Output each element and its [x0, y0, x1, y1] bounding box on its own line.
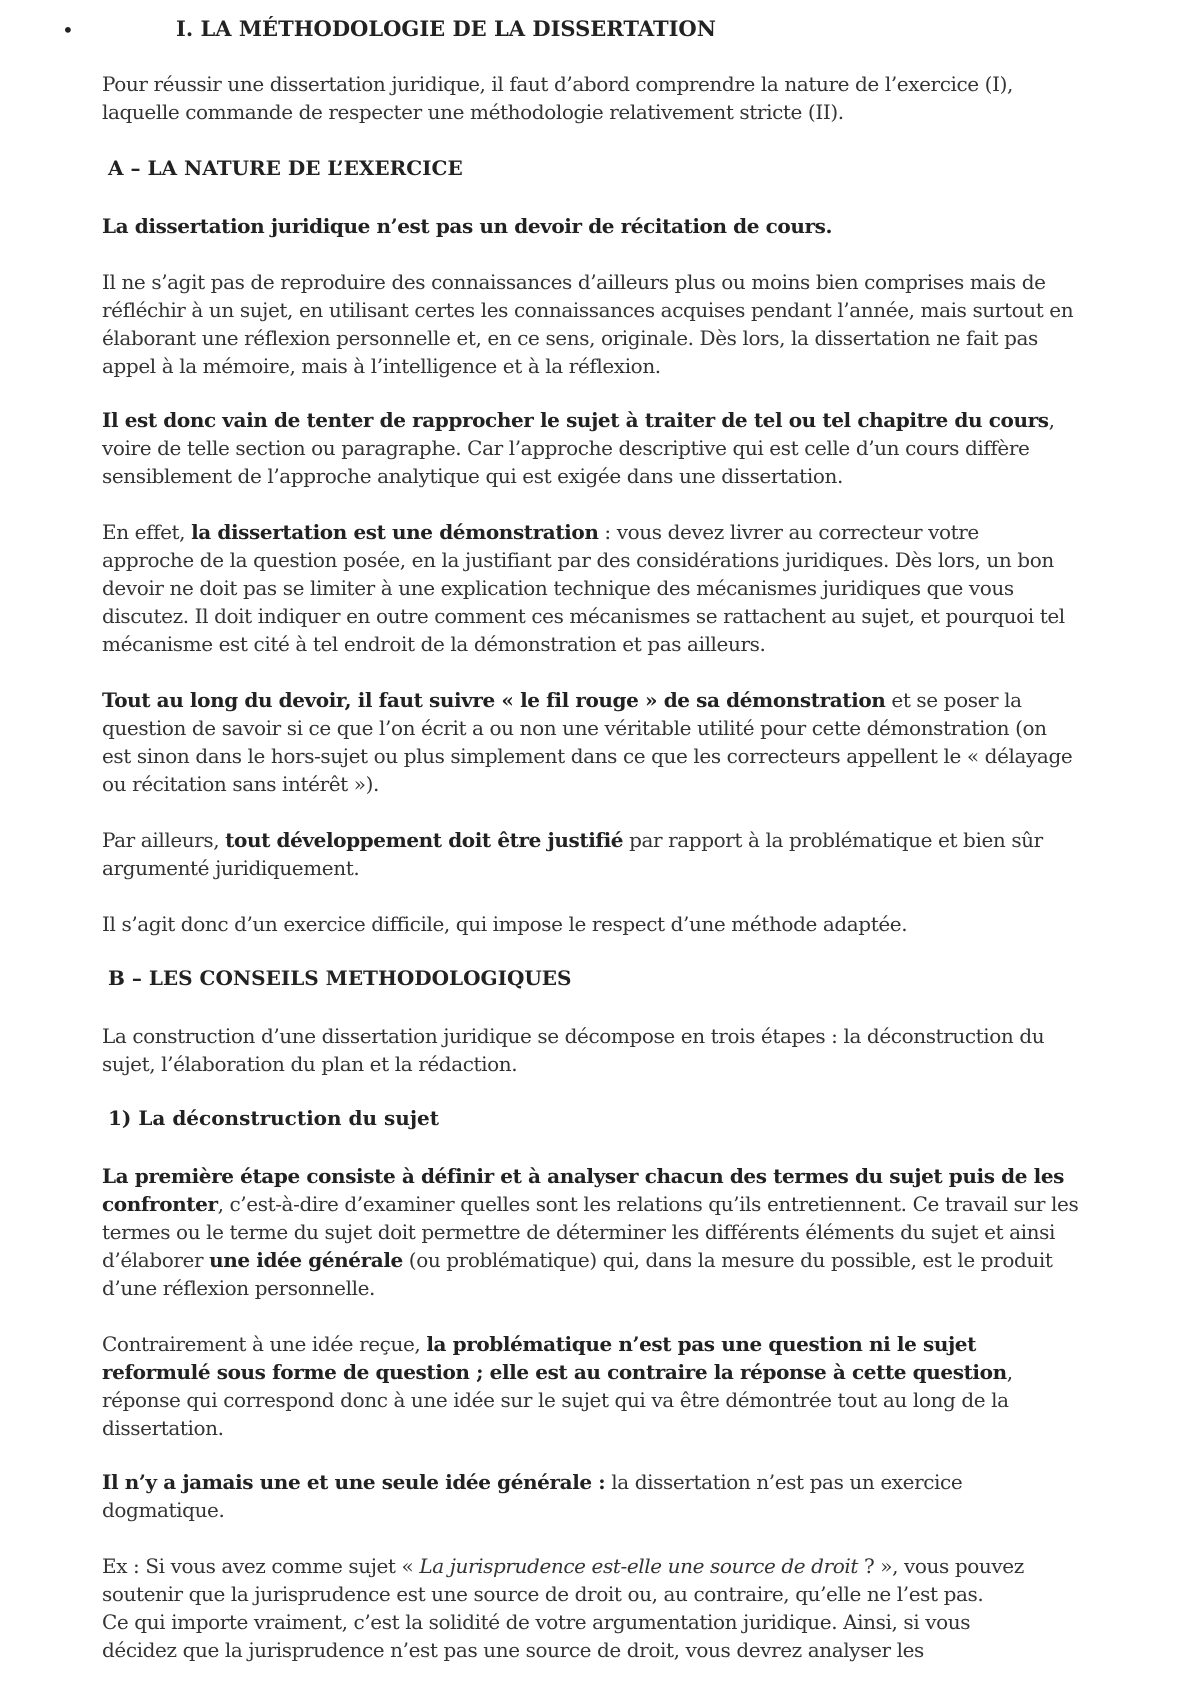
- section-b-p4: Il n’y a jamais une et une seule idée générale : la dissertation n’est pas un exercice dogmatique.: [102, 1470, 963, 1522]
- section-b-p1: La construction d’une dissertation juridique se décompose en trois étapes : la déconstruction du sujet, l’élaboration du plan et la rédaction.: [102, 1024, 1045, 1076]
- bullet-icon: •: [62, 18, 74, 42]
- intro-paragraph: Pour réussir une dissertation juridique, il faut d’abord comprendre la nature de l’exercice (I), laquelle commande de respecter une méthodologie relativement stricte (II).: [102, 72, 1013, 124]
- section-b-heading: B – LES CONSEILS METHODOLOGIQUES: [108, 966, 572, 990]
- section-a-p1: La dissertation juridique n’est pas un devoir de récitation de cours.: [102, 214, 833, 238]
- section-b-p3: Contrairement à une idée reçue, la problématique n’est pas une question ni le sujet reformulé sous forme de question ; elle est au contraire la réponse à cette question, réponse qui correspond donc à une idée sur le sujet qui va être démontrée tout au long de la dissertation.: [102, 1332, 1013, 1440]
- section-a-p7: Il s’agit donc d’un exercice difficile, qui impose le respect d’une méthode adaptée.: [102, 912, 908, 936]
- section-b-p2: La première étape consiste à définir et à analyser chacun des termes du sujet puis de les confronter, c’est-à-dire d’examiner quelles sont les relations qu’ils entretiennent. Ce travail sur les termes ou le terme du sujet doit permettre de déterminer les différents éléments du sujet et ainsi d’élaborer une idée générale (ou problématique) qui, dans la mesure du possible, est le produit d’une réflexion personnelle.: [102, 1164, 1079, 1300]
- section-b-subheading-1: 1) La déconstruction du sujet: [108, 1106, 440, 1130]
- section-a-p4: En effet, la dissertation est une démonstration : vous devez livrer au correcteur votre approche de la question posée, en la justifiant par des considérations juridiques. Dès lors, un bon devoir ne doit pas se limiter à une explication technique des mécanismes juridiques que vous discutez. Il doit indiquer en outre comment ces mécanismes se rattachent au sujet, et pourquoi tel mécanisme est cité à tel endroit de la démonstration et pas ailleurs.: [102, 520, 1065, 656]
- section-a-p2: Il ne s’agit pas de reproduire des connaissances d’ailleurs plus ou moins bien comprises mais de réfléchir à un sujet, en utilisant certes les connaissances acquises pendant l’année, mais surtout en élaborant une réflexion personnelle et, en ce sens, originale. Dès lors, la dissertation ne fait pas appel à la mémoire, mais à l’intelligence et à la réflexion.: [102, 270, 1074, 378]
- section-a-p6: Par ailleurs, tout développement doit être justifié par rapport à la problématique et bien sûr argumenté juridiquement.: [102, 828, 1043, 880]
- main-heading: I. LA MÉTHODOLOGIE DE LA DISSERTATION: [176, 16, 716, 41]
- section-b-p5: Ex : Si vous avez comme sujet « La jurisprudence est-elle une source de droit ? », vous pouvez soutenir que la jurisprudence est une source de droit ou, au contraire, qu’elle ne l’est pas. Ce qui importe vraiment, c’est la solidité de votre argumentation juridique. Ainsi, si vous décidez que la jurisprudence n’est pas une source de droit, vous devrez analyser les: [102, 1554, 1024, 1662]
- section-a-heading: A – LA NATURE DE L’EXERCICE: [108, 156, 463, 180]
- section-a-p3: Il est donc vain de tenter de rapprocher le sujet à traiter de tel ou tel chapitre du cours, voire de telle section ou paragraphe. Car l’approche descriptive qui est celle d’un cours diffère sensiblement de l’approche analytique qui est exigée dans une dissertation.: [102, 408, 1055, 488]
- section-a-p5: Tout au long du devoir, il faut suivre « le fil rouge » de sa démonstration et se poser la question de savoir si ce que l’on écrit a ou non une véritable utilité pour cette démonstration (on est sinon dans le hors-sujet ou plus simplement dans ce que les correcteurs appellent le « délayage ou récitation sans intérêt »).: [102, 688, 1073, 796]
